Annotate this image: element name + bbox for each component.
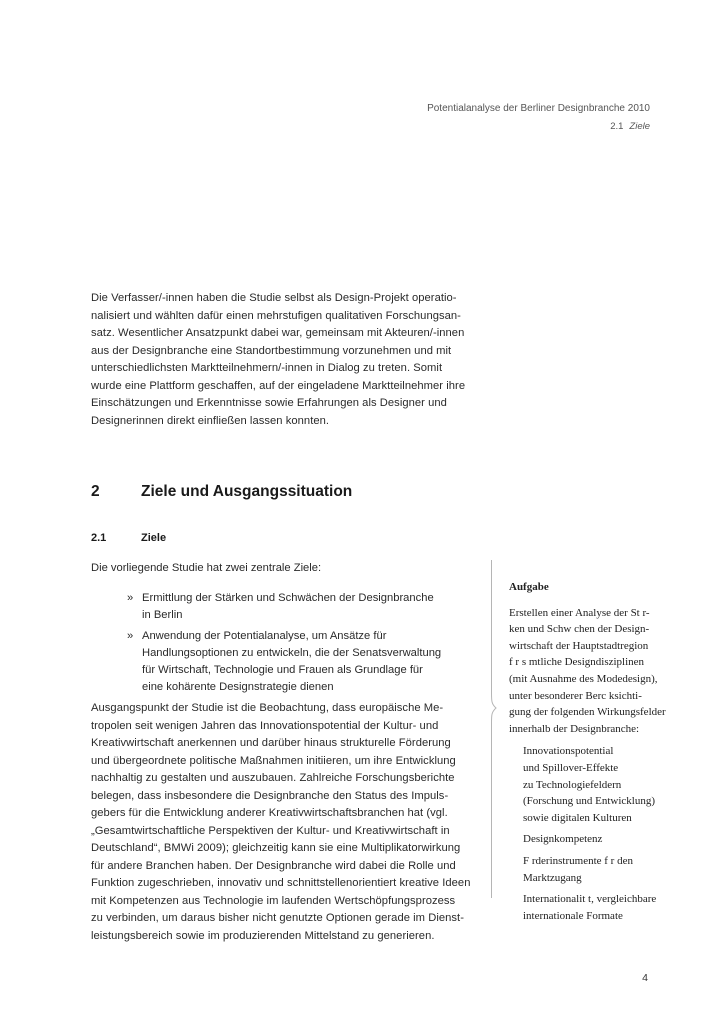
chapter-number: 2 (91, 483, 100, 500)
sidebar-item-line: und Spillover-Effekte (523, 761, 619, 774)
paragraph-line: Designerinnen direkt einfließen lassen konnten. (91, 414, 330, 427)
sidebar-item-line: Innovationspotential (523, 745, 614, 758)
page-number: 4 (642, 972, 648, 984)
context-paragraph (91, 700, 491, 945)
paragraph-line: aus der Designbranche eine Standortbestimmung vorzunehmen und mit (91, 344, 452, 357)
sidebar-line: gung der folgenden Wirkungsfelder (509, 706, 666, 719)
sidebar-item (509, 743, 669, 826)
intro-paragraph (91, 290, 491, 430)
sidebar-line: f r s mtliche Designdisziplinen (509, 656, 645, 669)
paragraph-line: leistungsbereich sowie im produzierenden Mittelstand zu generieren. (91, 929, 435, 942)
sidebar-line: unter besonderer Berc ksichti- (509, 689, 642, 702)
bullet-marker: » (127, 592, 134, 604)
list-item (127, 590, 441, 624)
task-sidebar (509, 579, 669, 929)
sidebar-description (509, 605, 669, 738)
running-header-section-number: 2.1 (610, 121, 624, 132)
sidebar-line: (mit Ausnahme des Modedesign), (509, 672, 658, 685)
running-header-section (610, 121, 650, 132)
paragraph-line: tropolen seit wenigen Jahren das Innovationspotential der Kultur- und (91, 719, 439, 732)
chapter-title: Ziele und Ausgangssituation (141, 483, 353, 500)
paragraph-line: unterschiedlichsten Marktteilnehmern/-innen in Dialog zu treten. Somit (91, 362, 443, 374)
sidebar-item-line: Marktzugang (523, 871, 582, 884)
sidebar-line: Erstellen einer Analyse der St r- (509, 606, 650, 619)
list-item-line: Handlungsoptionen zu entwickeln, die der Senatsverwaltung (142, 647, 442, 659)
paragraph-line: Die Verfasser/-innen haben die Studie selbst als Design-Projekt operatio- (91, 292, 457, 304)
list-item-line: in Berlin (142, 609, 183, 621)
paragraph-line: belegen, dass insbesondere die Designbranche den Status des Impuls- (91, 789, 449, 802)
list-item-line: Ermittlung der Stärken und Schwächen der Designbranche (142, 592, 434, 604)
bullet-marker: » (127, 630, 134, 642)
sidebar-item-line: (Forschung und Entwicklung) (523, 795, 655, 808)
sidebar-item (509, 891, 669, 924)
list-item-line: Anwendung der Potentialanalyse, um Ansätze für (142, 630, 387, 642)
sidebar-item-line: Internationalit t, vergleichbare (523, 893, 657, 906)
paragraph-line: Funktion zugeschrieben, innovativ und schnittstellenorientiert kreative Ideen (91, 877, 471, 889)
running-header-title: Potentialanalyse der Berliner Designbranche 2010 (427, 103, 650, 114)
section-heading (91, 532, 166, 544)
list-item-line: für Wirtschaft, Technologie und Frauen als Grundlage für (142, 664, 423, 676)
chapter-heading (91, 483, 352, 501)
paragraph-line: nachhaltig zu gestalten und auszubauen. Zahlreiche Forschungsberichte (91, 772, 455, 784)
goals-intro: Die vorliegende Studie hat zwei zentrale Ziele: (91, 562, 322, 574)
sidebar-title: Aufgabe (509, 581, 549, 593)
brace-icon (487, 693, 497, 723)
sidebar-line: ken und Schw chen der Design- (509, 623, 650, 636)
paragraph-line: und übergeordnete politische Maßnahmen initiieren, um ihre Entwicklung (91, 754, 456, 767)
paragraph-line: nalisiert und wählten dafür einen mehrstufigen qualitativen Forschungsan- (91, 309, 461, 322)
sidebar-line: innerhalb der Designbranche: (509, 722, 640, 735)
paragraph-line: Ausgangspunkt der Studie ist die Beobachtung, dass europäische Me- (91, 702, 444, 714)
sidebar-item-line: zu Technologiefeldern (523, 778, 622, 791)
paragraph-line: „Gesamtwirtschaftliche Perspektiven der Kultur- und Kreativwirtschaft in (91, 824, 450, 837)
sidebar-item (509, 853, 669, 886)
list-item (127, 628, 441, 696)
sidebar-item-line: internationale Formate (523, 909, 623, 922)
paragraph-line: für andere Branchen haben. Der Designbranche wird dabei die Rolle und (91, 859, 456, 872)
sidebar-item-line: F rderinstrumente f r den (523, 854, 633, 867)
paragraph-line: zu verbinden, um daraus bisher nicht genutzte Optionen gerade im Dienst- (91, 912, 464, 924)
paragraph-line: mit Kompetenzen aus Technologie im laufenden Wertschöpfungsprozess (91, 894, 456, 907)
paragraph-line: Kreativwirtschaft anerkennen und darüber hinaus strukturelle Förderung (91, 737, 451, 749)
paragraph-line: Deutschland“, BMWi 2009); gleichzeitig kann sie eine Multiplikatorwirkung (91, 842, 461, 854)
goals-list (127, 590, 441, 700)
paragraph-line: Einschätzungen und Erkenntnisse sowie Erfahrungen als Designer und (91, 397, 447, 409)
sidebar-item (509, 831, 669, 848)
section-title: Ziele (141, 532, 167, 544)
paragraph-line: wurde eine Plattform geschaffen, auf der eingeladene Marktteilnehmer ihre (91, 379, 466, 392)
sidebar-item-line: sowie digitalen Kulturen (523, 811, 632, 824)
sidebar-divider-top (491, 560, 492, 693)
sidebar-item-line: Designkompetenz (523, 833, 603, 846)
list-item-line: eine kohärente Designstrategie dienen (142, 681, 334, 693)
sidebar-divider-bottom (491, 723, 492, 898)
paragraph-line: satz. Wesentlicher Ansatzpunkt dabei war, gemeinsam mit Akteuren/-innen (91, 327, 465, 339)
running-header-section-name: Ziele (629, 121, 650, 132)
sidebar-line: wirtschaft der Hauptstadtregion (509, 639, 649, 652)
section-number: 2.1 (91, 532, 107, 544)
paragraph-line: gebers für die Entwicklung anderer Kreativwirtschaftsbranchen hat (vgl. (91, 807, 448, 819)
